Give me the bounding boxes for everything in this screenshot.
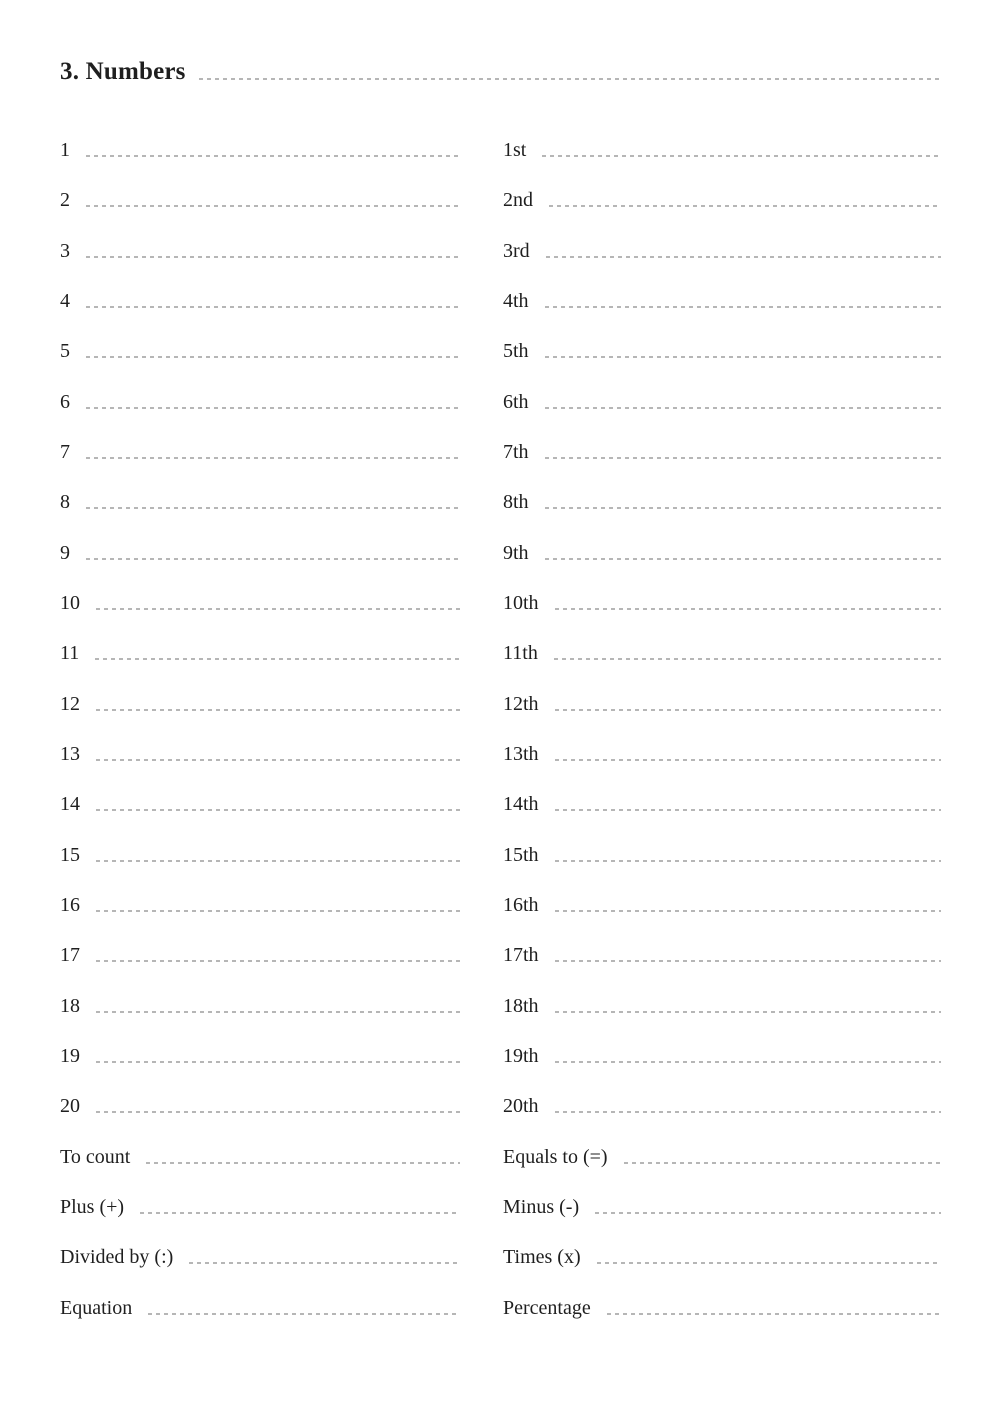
answer-blank-dashed-line — [86, 155, 460, 157]
worksheet-row — [503, 427, 941, 477]
worksheet-row — [503, 326, 941, 376]
section-title-row — [60, 58, 941, 86]
worksheet-row — [503, 628, 941, 678]
title-dashed-rule — [199, 78, 941, 80]
answer-blank-dashed-line — [624, 1162, 941, 1164]
worksheet-row — [60, 1081, 460, 1131]
answer-blank-dashed-line — [549, 205, 941, 207]
worksheet-row — [503, 729, 941, 779]
term-label: 10th — [503, 591, 539, 614]
answer-blank-dashed-line — [607, 1313, 941, 1315]
term-label: 17 — [60, 944, 80, 967]
answer-blank-dashed-line — [546, 256, 941, 258]
answer-blank-dashed-line — [86, 256, 460, 258]
worksheet-row — [503, 679, 941, 729]
answer-blank-dashed-line — [555, 809, 941, 811]
answer-blank-dashed-line — [595, 1212, 941, 1214]
answer-blank-dashed-line — [555, 1061, 941, 1063]
answer-blank-dashed-line — [86, 558, 460, 560]
term-label: Plus (+) — [60, 1195, 125, 1218]
worksheet-grid — [60, 125, 941, 1333]
answer-blank-dashed-line — [555, 709, 941, 711]
term-label: 11 — [60, 642, 80, 665]
term-label: 12th — [503, 692, 539, 715]
worksheet-row — [60, 276, 460, 326]
term-label: 14th — [503, 793, 539, 816]
ordinal-numbers-column — [503, 125, 941, 1333]
worksheet-row — [60, 326, 460, 376]
worksheet-row — [503, 1283, 941, 1333]
worksheet-row — [60, 679, 460, 729]
answer-blank-dashed-line — [95, 658, 460, 660]
term-label: 3rd — [503, 239, 530, 262]
answer-blank-dashed-line — [140, 1212, 460, 1214]
term-label: 4 — [60, 289, 70, 312]
answer-blank-dashed-line — [545, 457, 941, 459]
term-label: 7 — [60, 440, 70, 463]
term-label: 7th — [503, 440, 529, 463]
worksheet-row — [60, 729, 460, 779]
worksheet-row — [60, 226, 460, 276]
cardinal-numbers-column — [60, 125, 460, 1333]
term-label: Minus (-) — [503, 1195, 580, 1218]
answer-blank-dashed-line — [555, 960, 941, 962]
answer-blank-dashed-line — [96, 1111, 460, 1113]
term-label: 8th — [503, 491, 529, 514]
term-label: 1 — [60, 139, 70, 161]
term-label: 12 — [60, 692, 80, 715]
worksheet-row — [60, 930, 460, 980]
term-label: 9th — [503, 541, 529, 564]
term-label: 18th — [503, 994, 539, 1017]
term-label: 18 — [60, 994, 80, 1017]
answer-blank-dashed-line — [86, 205, 460, 207]
term-label: 2 — [60, 189, 70, 212]
worksheet-row — [503, 1081, 941, 1131]
term-label: 10 — [60, 591, 80, 614]
answer-blank-dashed-line — [555, 860, 941, 862]
worksheet-row — [60, 528, 460, 578]
term-label: 1st — [503, 139, 527, 161]
term-label: 13 — [60, 742, 80, 765]
worksheet-row — [503, 276, 941, 326]
worksheet-row — [60, 880, 460, 930]
worksheet-row — [60, 1182, 460, 1232]
term-label: 20 — [60, 1095, 80, 1118]
term-label: 4th — [503, 289, 529, 312]
term-label: 9 — [60, 541, 70, 564]
answer-blank-dashed-line — [555, 759, 941, 761]
page-title: 3. Numbers — [60, 58, 186, 85]
term-label: 17th — [503, 944, 539, 967]
answer-blank-dashed-line — [555, 1011, 941, 1013]
worksheet-row — [60, 1283, 460, 1333]
worksheet-row — [60, 1132, 460, 1182]
term-label: 15th — [503, 843, 539, 866]
worksheet-row — [60, 830, 460, 880]
worksheet-row — [503, 930, 941, 980]
worksheet-row — [503, 175, 941, 225]
answer-blank-dashed-line — [86, 457, 460, 459]
worksheet-row — [60, 427, 460, 477]
worksheet-row — [60, 125, 460, 175]
answer-blank-dashed-line — [545, 306, 941, 308]
answer-blank-dashed-line — [555, 1111, 941, 1113]
answer-blank-dashed-line — [96, 809, 460, 811]
worksheet-row — [503, 477, 941, 527]
answer-blank-dashed-line — [86, 507, 460, 509]
term-label: 15 — [60, 843, 80, 866]
answer-blank-dashed-line — [96, 608, 460, 610]
term-label: 6 — [60, 390, 70, 413]
worksheet-row — [60, 377, 460, 427]
answer-blank-dashed-line — [555, 910, 941, 912]
term-label: 19 — [60, 1044, 80, 1067]
answer-blank-dashed-line — [96, 759, 460, 761]
worksheet-row — [503, 1132, 941, 1182]
worksheet-row — [60, 1031, 460, 1081]
answer-blank-dashed-line — [545, 407, 941, 409]
answer-blank-dashed-line — [555, 608, 941, 610]
term-label: 8 — [60, 491, 70, 514]
worksheet-row — [60, 477, 460, 527]
term-label: 16th — [503, 893, 539, 916]
answer-blank-dashed-line — [96, 910, 460, 912]
answer-blank-dashed-line — [96, 960, 460, 962]
term-label: 14 — [60, 793, 80, 816]
term-label: Equation — [60, 1296, 133, 1319]
worksheet-row — [60, 1232, 460, 1282]
worksheet-row — [503, 830, 941, 880]
worksheet-row — [60, 981, 460, 1031]
term-label: 16 — [60, 893, 80, 916]
worksheet-row — [60, 628, 460, 678]
answer-blank-dashed-line — [148, 1313, 460, 1315]
worksheet-row — [503, 226, 941, 276]
worksheet-row — [503, 125, 941, 175]
term-label: 13th — [503, 742, 539, 765]
worksheet-row — [503, 1182, 941, 1232]
worksheet-row — [503, 981, 941, 1031]
answer-blank-dashed-line — [96, 860, 460, 862]
term-label: To count — [60, 1145, 131, 1168]
term-label: 19th — [503, 1044, 539, 1067]
answer-blank-dashed-line — [545, 507, 941, 509]
worksheet-row — [503, 1031, 941, 1081]
term-label: 3 — [60, 239, 70, 262]
answer-blank-dashed-line — [545, 356, 941, 358]
worksheet-row — [503, 880, 941, 930]
worksheet-row — [503, 377, 941, 427]
term-label: 6th — [503, 390, 529, 413]
answer-blank-dashed-line — [554, 658, 941, 660]
worksheet-row — [503, 1232, 941, 1282]
worksheet-row — [60, 578, 460, 628]
answer-blank-dashed-line — [86, 306, 460, 308]
term-label: 5 — [60, 340, 70, 363]
worksheet-row — [503, 528, 941, 578]
term-label: 11th — [503, 642, 538, 665]
worksheet-row — [503, 779, 941, 829]
answer-blank-dashed-line — [96, 1011, 460, 1013]
answer-blank-dashed-line — [86, 356, 460, 358]
answer-blank-dashed-line — [146, 1162, 460, 1164]
answer-blank-dashed-line — [542, 155, 941, 157]
worksheet-row — [503, 578, 941, 628]
term-label: 2nd — [503, 189, 533, 212]
worksheet-row — [60, 175, 460, 225]
answer-blank-dashed-line — [96, 709, 460, 711]
worksheet-row — [60, 779, 460, 829]
term-label: Divided by (:) — [60, 1246, 174, 1269]
answer-blank-dashed-line — [545, 558, 941, 560]
term-label: Equals to (=) — [503, 1145, 608, 1168]
term-label: 5th — [503, 340, 529, 363]
term-label: Times (x) — [503, 1246, 581, 1269]
term-label: Percentage — [503, 1296, 591, 1319]
answer-blank-dashed-line — [597, 1262, 941, 1264]
answer-blank-dashed-line — [96, 1061, 460, 1063]
term-label: 20th — [503, 1095, 539, 1118]
answer-blank-dashed-line — [189, 1262, 460, 1264]
answer-blank-dashed-line — [86, 407, 460, 409]
